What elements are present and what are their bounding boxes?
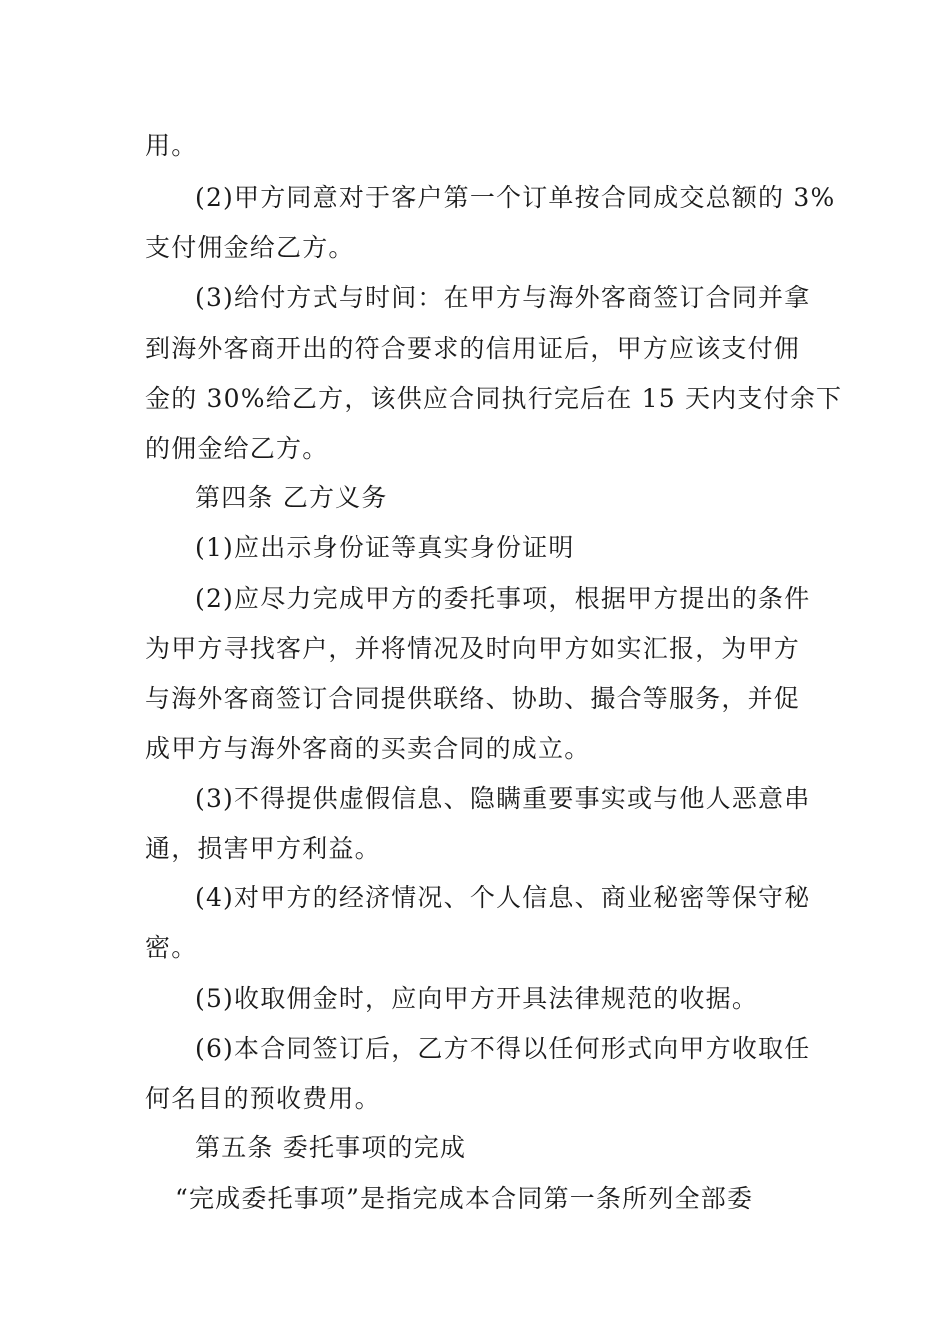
clause-paragraph-line: (1)应出示身份证等真实身份证明 <box>195 533 575 562</box>
text-line: 支付佣金给乙方。 <box>145 233 355 262</box>
clause-paragraph-line: (6)本合同签订后，乙方不得以任何形式向甲方收取任 <box>195 1034 811 1063</box>
text-line: 为甲方寻找客户，并将情况及时向甲方如实汇报，为甲方 <box>145 634 801 663</box>
clause-paragraph-line: “完成委托事项”是指完成本合同第一条所列全部委 <box>175 1184 754 1213</box>
clause-paragraph-line: (2)应尽力完成甲方的委托事项，根据甲方提出的条件 <box>195 584 811 613</box>
clause-paragraph-line: (3)给付方式与时间：在甲方与海外客商签订合同并拿 <box>195 283 811 312</box>
text-line: 到海外客商开出的符合要求的信用证后，甲方应该支付佣 <box>145 334 801 363</box>
clause-paragraph-line: (5)收取佣金时，应向甲方开具法律规范的收据。 <box>195 984 759 1013</box>
text-line: 金的 30%给乙方，该供应合同执行完后在 15 天内支付余下 <box>145 384 843 413</box>
clause-paragraph-line: (2)甲方同意对于客户第一个订单按合同成交总额的 3% <box>195 183 836 212</box>
article-heading: 第四条 乙方义务 <box>195 483 388 512</box>
text-line: 的佣金给乙方。 <box>145 434 329 463</box>
clause-paragraph-line: (4)对甲方的经济情况、个人信息、商业秘密等保守秘 <box>195 883 811 912</box>
text-line: 密。 <box>145 933 198 962</box>
clause-paragraph-line: (3)不得提供虚假信息、隐瞒重要事实或与他人恶意串 <box>195 784 811 813</box>
text-line: 何名目的预收费用。 <box>145 1084 381 1113</box>
text-line: 通，损害甲方利益。 <box>145 834 381 863</box>
text-line: 用。 <box>145 131 198 160</box>
text-line: 成甲方与海外客商的买卖合同的成立。 <box>145 734 591 763</box>
text-line: 与海外客商签订合同提供联络、协助、撮合等服务，并促 <box>145 684 801 713</box>
article-heading: 第五条 委托事项的完成 <box>195 1133 467 1162</box>
